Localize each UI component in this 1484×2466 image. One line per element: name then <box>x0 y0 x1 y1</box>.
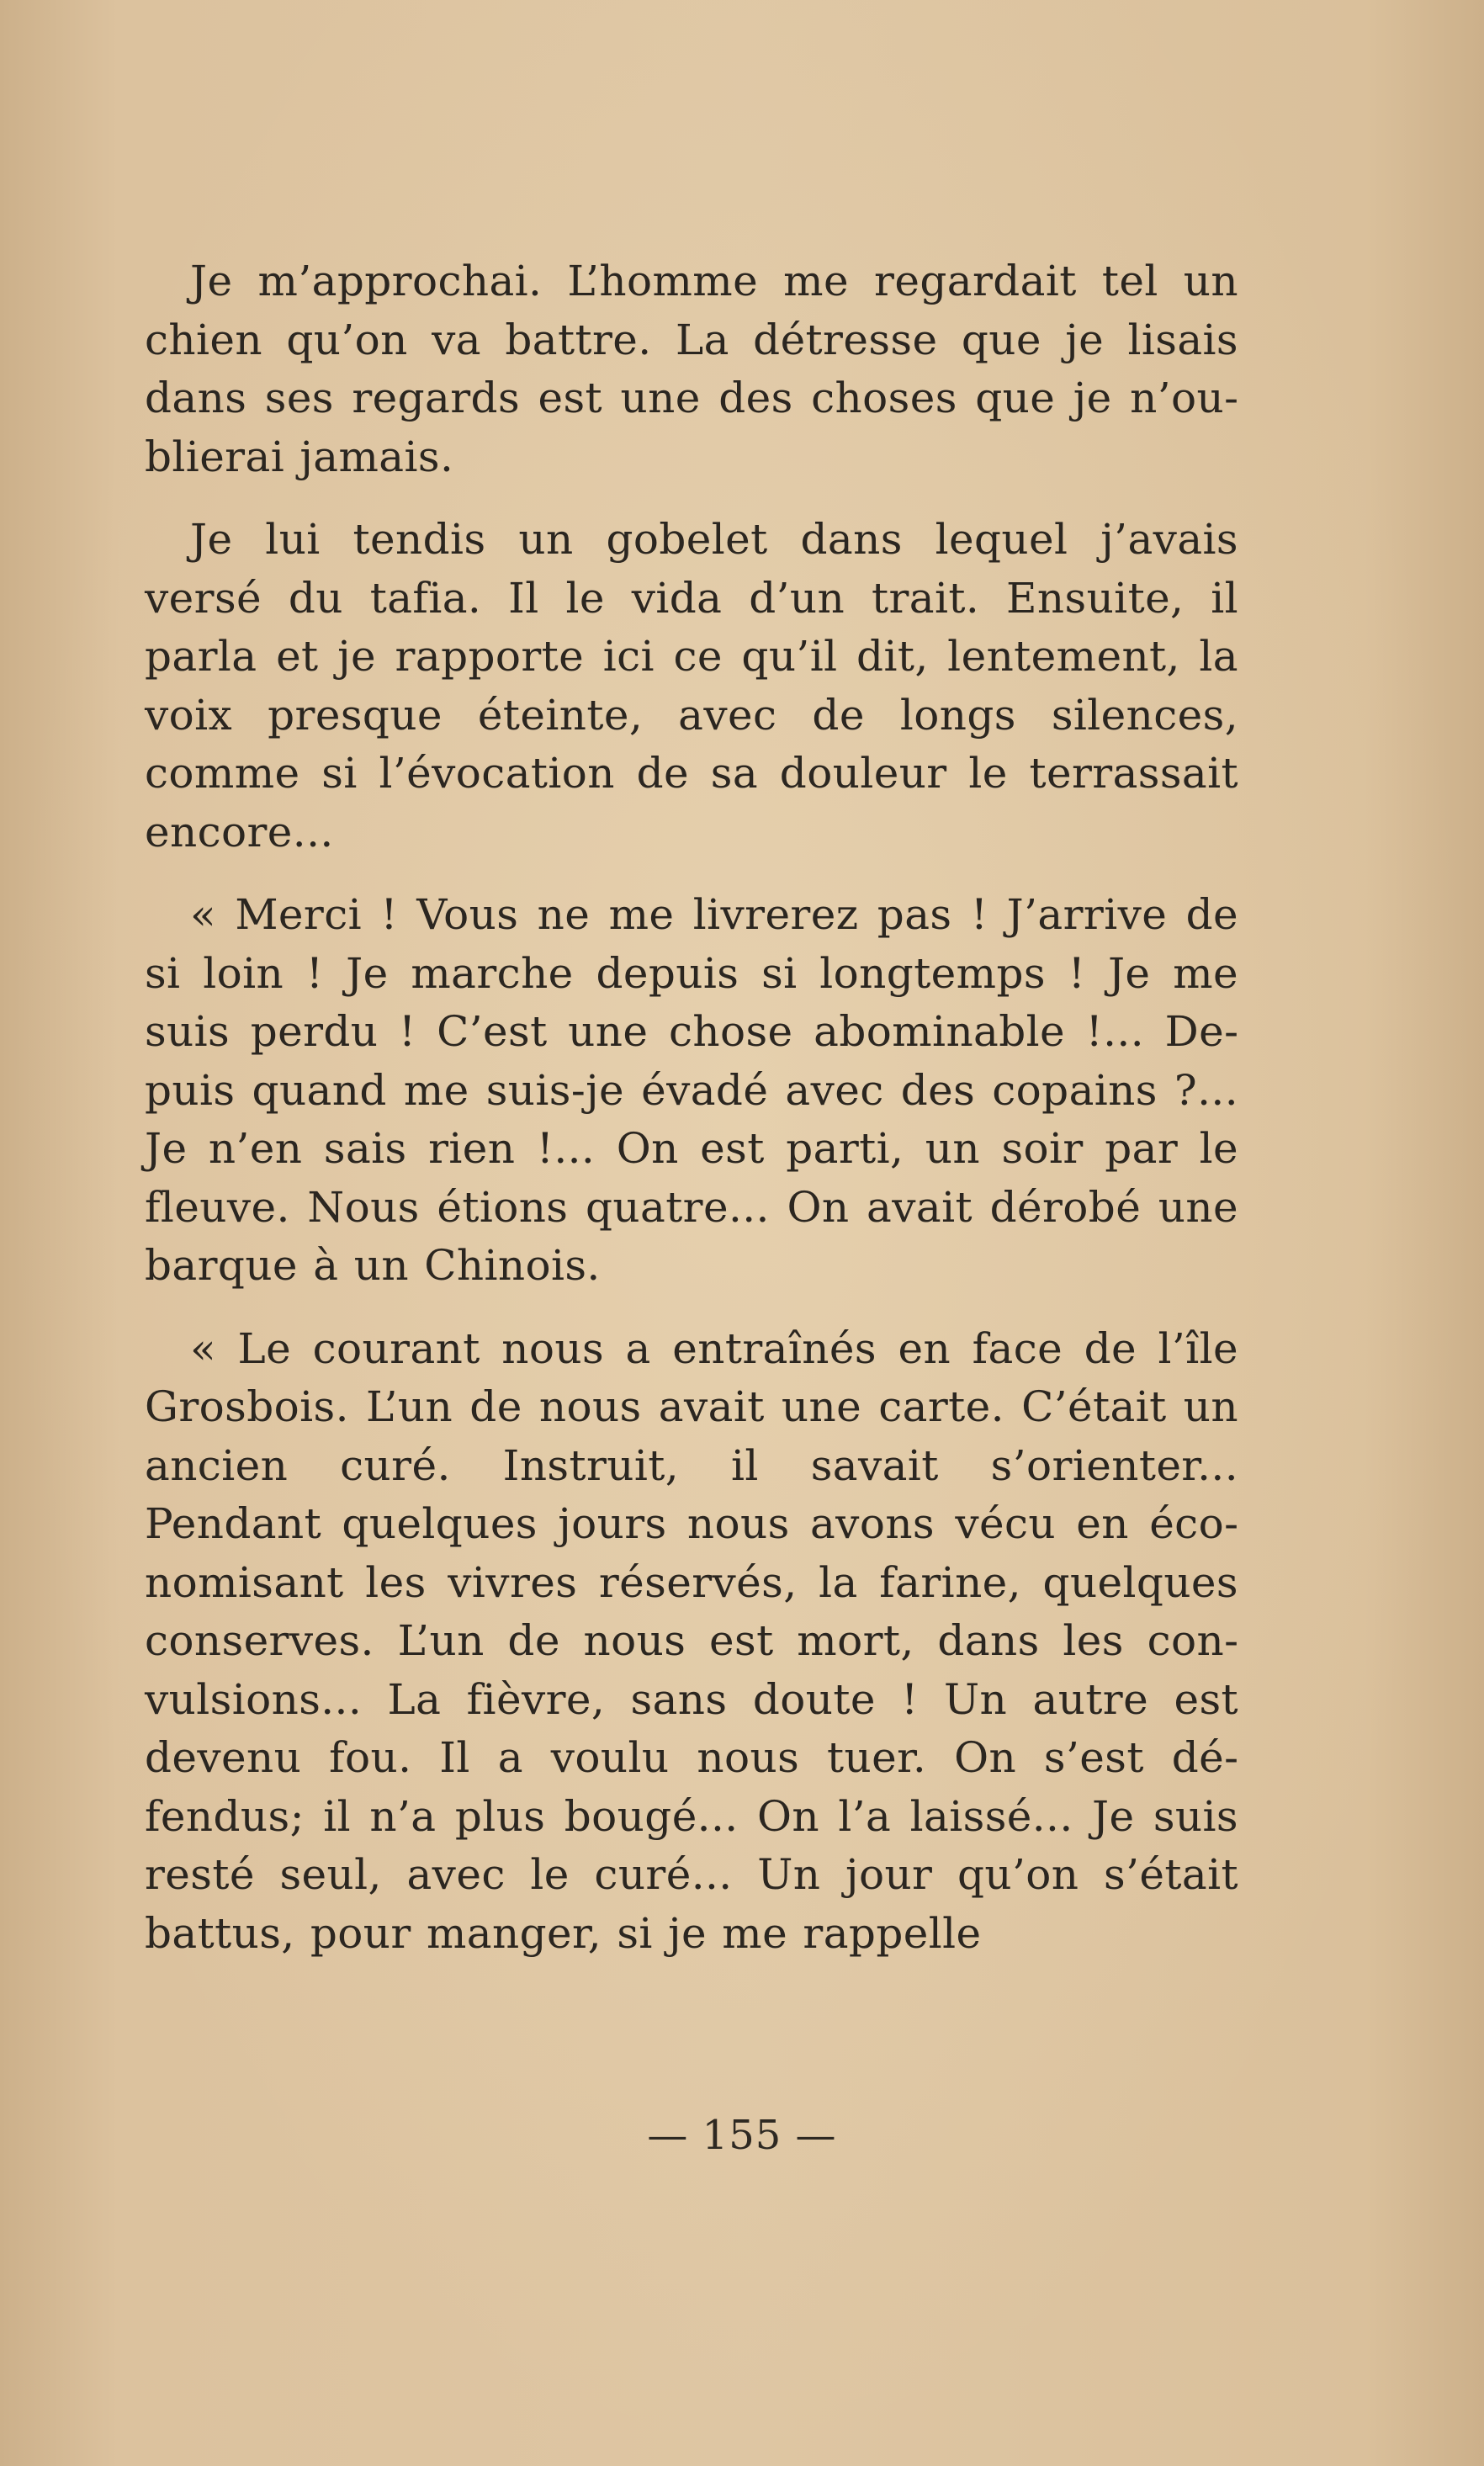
paragraph-3: « Merci ! Vous ne me livrerez pas ! J’arrive de si loin ! Je marche depuis si longtemps ! Je me suis perdu ! C’est une chose abominable !... Depuis quand me suis-je évadé avec des copains ?... Je n’en sais rien !... On est parti, un soir par le fleuve. Nous étions quatre... On avait dérobé une barque à un Chinois. <box>145 890 1238 1290</box>
page-number: — 155 — <box>647 2112 837 2159</box>
paragraph-1: Je m’approchai. L’homme me regardait tel un chien qu’on va battre. La détresse que je lisais dans ses regards est une des choses que je n’oublierai jamais. <box>145 257 1238 481</box>
body-text <box>145 252 1238 1963</box>
paragraph-2: Je lui tendis un gobelet dans lequel j’avais versé du tafia. Il le vida d’un trait. Ensuite, il parla et je rapporte ici ce qu’il dit, lentement, la voix presque éteinte, avec de longs silences, comme si l’évocation de sa douleur le terrassait encore... <box>145 515 1238 856</box>
paragraph-4: « Le courant nous a entraînés en face de l’île Grosbois. L’un de nous avait une carte. C’était un ancien curé. Instruit, il savait s’orienter... Pendant quelques jours nous avons vécu en économisant les vivres réservés, la farine, quelques conserves. L’un de nous est mort, dans les convulsions... La fièvre, sans doute ! Un autre est devenu fou. Il a voulu nous tuer. On s’est défendus; il n’a plus bougé... On l’a laissé... Je suis resté seul, avec le curé... Un jour qu’on s’était battus, pour manger, si je me rappelle <box>145 1323 1238 1958</box>
